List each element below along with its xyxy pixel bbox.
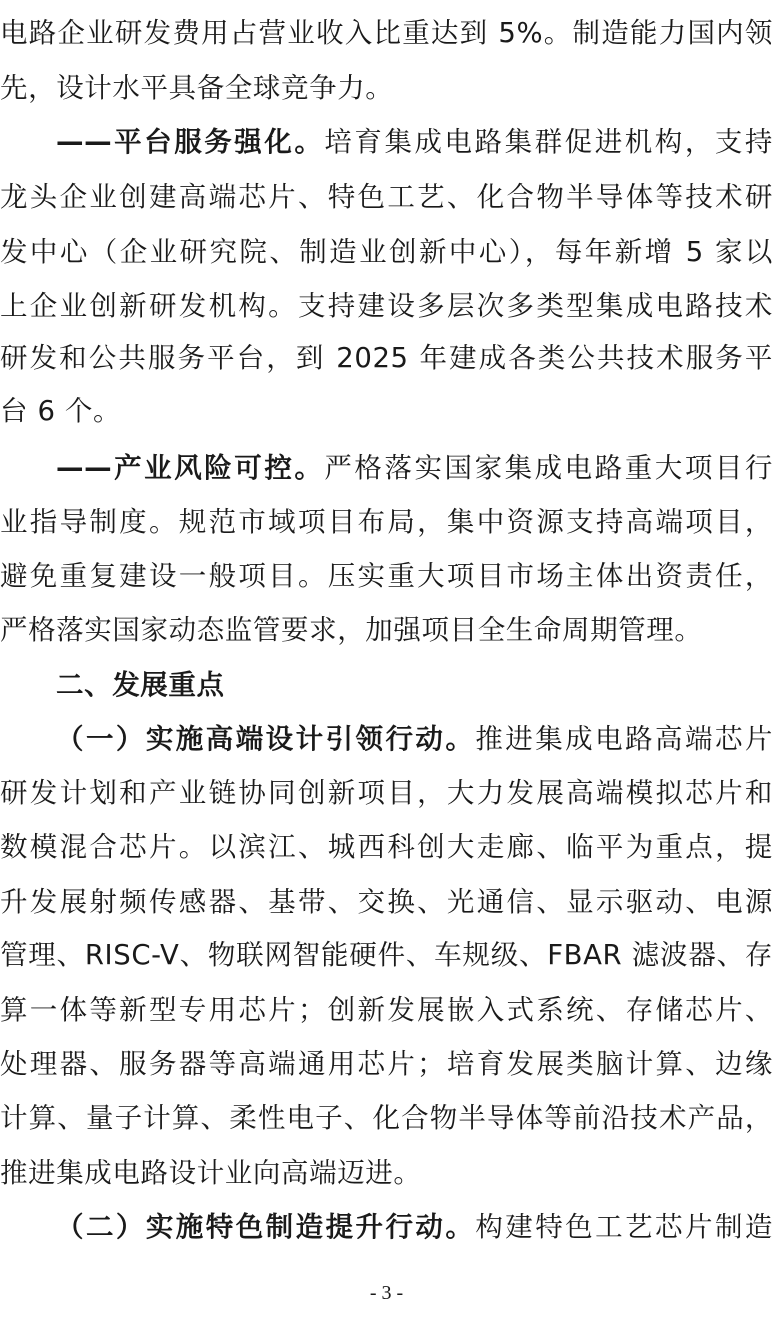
text-line: 处理器、服务器等高端通用芯片；培育发展类脑计算、边缘 [0, 1048, 773, 1080]
text-line: 算一体等新型专用芯片；创新发展嵌入式系统、存储芯片、 [0, 994, 773, 1026]
paragraph-lead-line: ——平台服务强化。培育集成电路集群促进机构，支持 [56, 126, 773, 158]
section-heading-inline: ——平台服务强化。 [56, 126, 325, 158]
text-line: 电路企业研发费用占营业收入比重达到 5%。制造能力国内领 [0, 17, 773, 49]
text-line: 发中心（企业研究院、制造业创新中心），每年新增 5 家以 [0, 236, 773, 268]
paragraph-lead-line: ——产业风险可控。严格落实国家集成电路重大项目行 [56, 452, 773, 484]
text-line: 严格落实国家动态监管要求，加强项目全生命周期管理。 [0, 614, 703, 646]
subsection-heading-inline: （二）实施特色制造提升行动。 [56, 1211, 476, 1243]
text-line: 推进集成电路设计业向高端迈进。 [0, 1157, 422, 1189]
text-line: 计算、量子计算、柔性电子、化合物半导体等前沿技术产品， [0, 1102, 773, 1134]
text-line: 先，设计水平具备全球竞争力。 [0, 72, 394, 104]
paragraph-lead-line: （二）实施特色制造提升行动。构建特色工艺芯片制造 [56, 1211, 773, 1243]
text-line: 升发展射频传感器、基带、交换、光通信、显示驱动、电源 [0, 886, 773, 918]
text-line: 龙头企业创建高端芯片、特色工艺、化合物半导体等技术研 [0, 181, 773, 213]
section-heading-inline: ——产业风险可控。 [56, 452, 325, 484]
text-line: 避免重复建设一般项目。压实重大项目市场主体出资责任， [0, 560, 773, 592]
subsection-heading-inline: （一）实施高端设计引领行动。 [56, 723, 476, 755]
text-line: 台 6 个。 [0, 395, 122, 427]
text-line: 数模混合芯片。以滨江、城西科创大走廊、临平为重点，提 [0, 831, 773, 863]
text-line: 研发计划和产业链协同创新项目，大力发展高端模拟芯片和 [0, 777, 773, 809]
text-line: 上企业创新研发机构。支持建设多层次多类型集成电路技术 [0, 290, 773, 322]
page-number: - 3 - [369, 1282, 404, 1304]
text-line: 管理、RISC-V、物联网智能硬件、车规级、FBAR 滤波器、存 [0, 939, 773, 971]
paragraph-lead-line: （一）实施高端设计引领行动。推进集成电路高端芯片 [56, 723, 773, 755]
text-line: 业指导制度。规范市域项目布局，集中资源支持高端项目， [0, 506, 773, 538]
section-heading: 二、发展重点 [56, 669, 225, 701]
text-line: 研发和公共服务平台，到 2025 年建成各类公共技术服务平 [0, 342, 773, 374]
